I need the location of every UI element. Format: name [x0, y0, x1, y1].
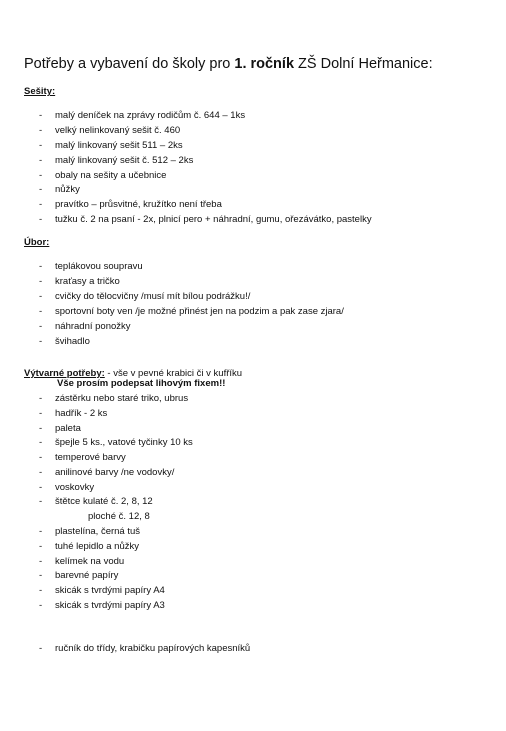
- list-item: - malý linkovaný sešit č. 512 – 2ks: [39, 155, 194, 166]
- section-heading-sesity: Sešity:: [24, 86, 56, 97]
- list-item: - tužku č. 2 na psaní - 2x, plnicí pero + náhradní, gumu, ořezávátko, pastelky: [39, 214, 372, 225]
- list-item: - velký nelinkovaný sešit č. 460: [39, 125, 181, 136]
- list-item: - cvičky do tělocvičny /musí mít bílou podrážku!/: [39, 291, 251, 302]
- list-item: - barevné papíry: [39, 570, 119, 581]
- list-item: - náhradní ponožky: [39, 321, 131, 332]
- list-item: - kelímek na vodu: [39, 556, 125, 567]
- list-item: - teplákovou soupravu: [39, 261, 143, 272]
- list-item: - pravítko – průsvitné, kružítko není třeba: [39, 199, 222, 210]
- list-item: - paleta: [39, 423, 81, 434]
- list-item: - obaly na sešity a učebnice: [39, 170, 167, 181]
- list-item: - hadřík - 2 ks: [39, 408, 108, 419]
- list-item: - skicák s tvrdými papíry A3: [39, 600, 165, 611]
- list-item: - malý deníček na zprávy rodičům č. 644 – 1ks: [39, 110, 246, 121]
- list-item: - anilinové barvy /ne vodovky/: [39, 467, 175, 478]
- list-item: - sportovní boty ven /je možné přinést jen na podzim a pak zase zjara/: [39, 306, 344, 317]
- list-item: - temperové barvy: [39, 452, 126, 463]
- sign-note: Vše prosím podepsat lihovým fixem!!: [57, 378, 226, 389]
- list-item: - voskovky: [39, 482, 95, 493]
- list-item: - štětce kulaté č. 2, 8, 12: [39, 496, 153, 507]
- list-item: - zástěrku nebo staré triko, ubrus: [39, 393, 189, 404]
- list-item-subline: ploché č. 12, 8: [88, 511, 150, 522]
- list-item: - švihadlo: [39, 336, 90, 347]
- list-item: - kraťasy a tričko: [39, 276, 120, 287]
- list-item: - nůžky: [39, 184, 80, 195]
- section-heading-vytvarne: Výtvarné potřeby: - vše v pevné krabici či v kufříku: [24, 368, 243, 379]
- list-item: - tuhé lepidlo a nůžky: [39, 541, 139, 552]
- list-item: - skicák s tvrdými papíry A4: [39, 585, 165, 596]
- list-item: - malý linkovaný sešit 511 – 2ks: [39, 140, 183, 151]
- page-title: Potřeby a vybavení do školy pro 1. ročník ZŠ Dolní Heřmanice:: [24, 56, 433, 72]
- list-item: - ručník do třídy, krabičku papírových kapesníků: [39, 643, 251, 654]
- section-heading-ubor: Úbor:: [24, 237, 50, 248]
- list-item: - plastelína, černá tuš: [39, 526, 141, 537]
- list-item: - špejle 5 ks., vatové tyčinky 10 ks: [39, 437, 193, 448]
